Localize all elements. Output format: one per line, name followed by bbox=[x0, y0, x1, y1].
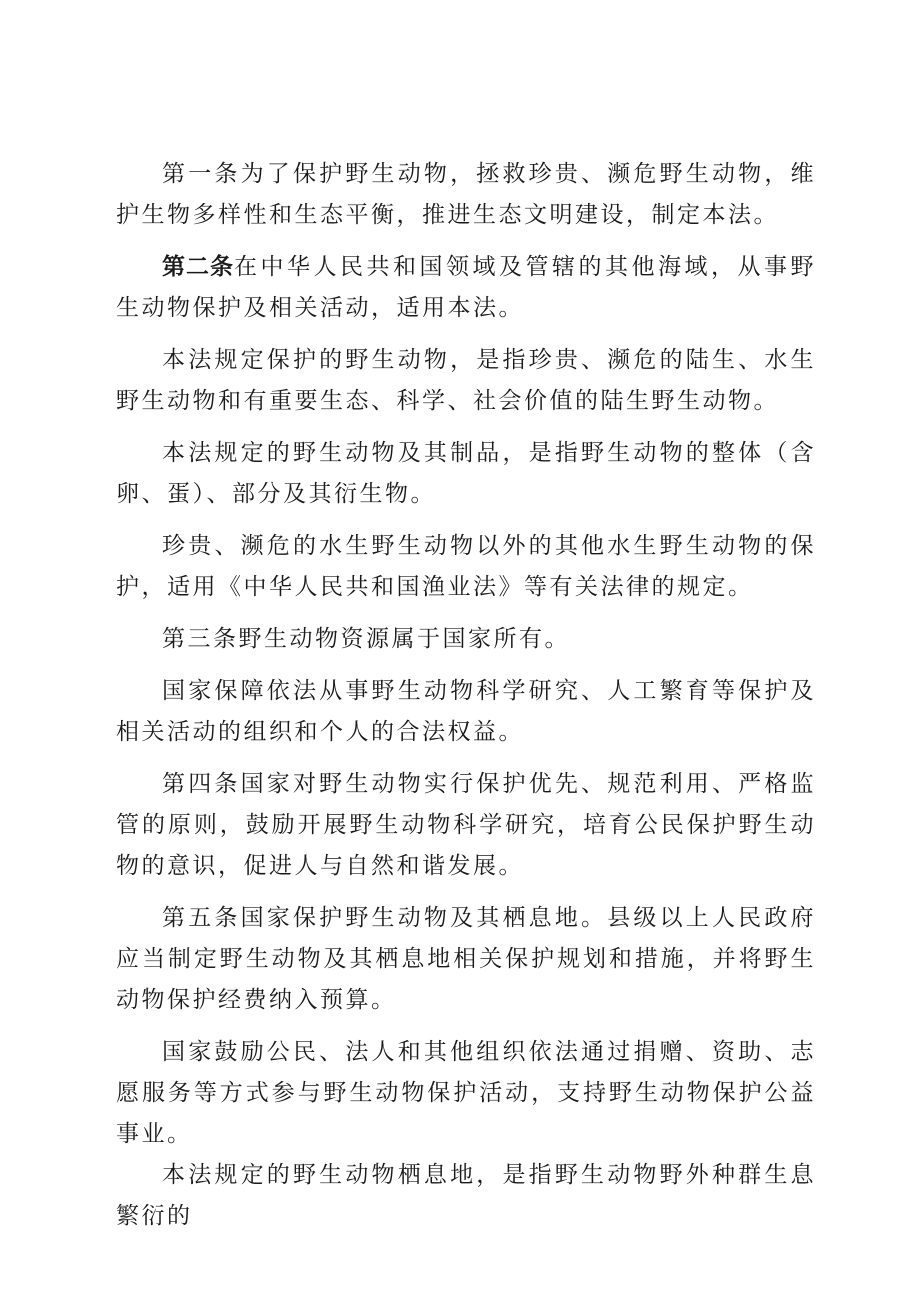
paragraph-article-2 bbox=[116, 247, 816, 329]
paragraph-protected-definition: 本法规定保护的野生动物，是指珍贵、濒危的陆生、水生野生动物和有重要生态、科学、社会价值的陆生野生动物。 bbox=[116, 347, 816, 414]
paragraph-article-4: 第四条国家对野生动物实行保护优先、规范利用、严格监管的原则，鼓励开展野生动物科学研究，培育公民保护野生动物的意识，促进人与自然和谐发展。 bbox=[116, 771, 816, 879]
paragraph-text: 在中华人民共和国领域及管辖的其他海域，从事野生动物保护及相关活动，适用本法。 bbox=[116, 254, 816, 321]
paragraph-habitat-definition: 本法规定的野生动物栖息地，是指野生动物野外种群生息繁衍的 bbox=[116, 1162, 816, 1229]
paragraph-article-1: 第一条为了保护野生动物，拯救珍贵、濒危野生动物，维护生物多样性和生态平衡，推进生态文明建设，制定本法。 bbox=[116, 161, 816, 228]
paragraph-article-5: 第五条国家保护野生动物及其栖息地。县级以上人民政府应当制定野生动物及其栖息地相关保护规划和措施，并将野生动物保护经费纳入预算。 bbox=[116, 905, 816, 1013]
paragraph-products-definition: 本法规定的野生动物及其制品，是指野生动物的整体（含卵、蛋）、部分及其衍生物。 bbox=[116, 440, 816, 507]
paragraph-article-3: 第三条野生动物资源属于国家所有。 bbox=[162, 626, 570, 652]
paragraph-encouragement: 国家鼓励公民、法人和其他组织依法通过捐赠、资助、志愿服务等方式参与野生动物保护活动，支持野生动物保护公益事业。 bbox=[116, 1039, 816, 1147]
document-body bbox=[116, 154, 816, 1248]
paragraph-aquatic-scope: 珍贵、濒危的水生野生动物以外的其他水生野生动物的保护，适用《中华人民共和国渔业法》等有关法律的规定。 bbox=[116, 533, 816, 600]
paragraph-rights: 国家保障依法从事野生动物科学研究、人工繁育等保护及相关活动的组织和个人的合法权益。 bbox=[116, 678, 816, 745]
article-heading: 第二条 bbox=[162, 254, 234, 280]
